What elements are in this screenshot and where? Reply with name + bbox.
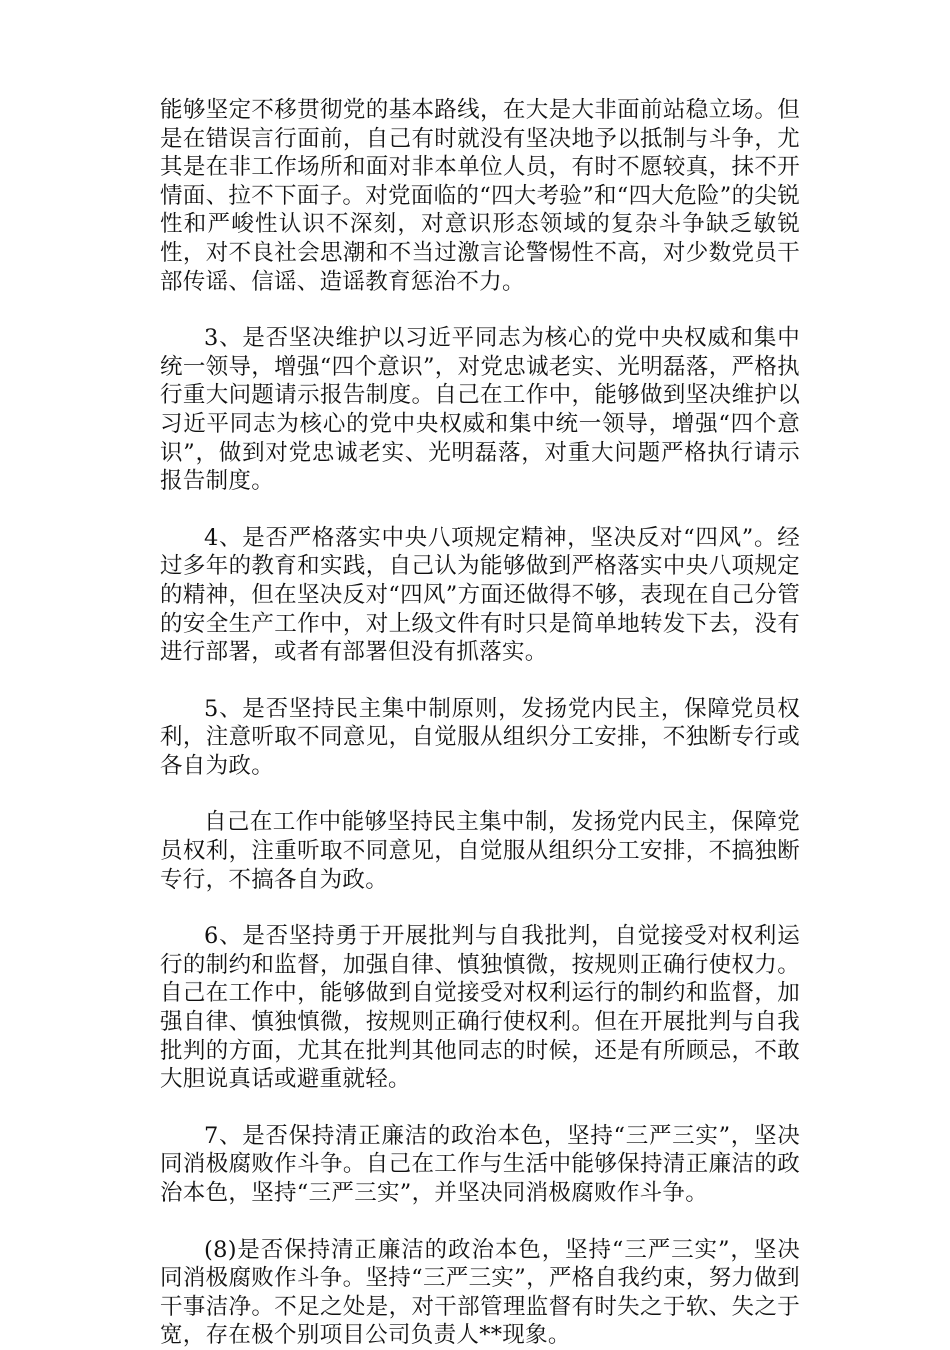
- paragraph-8: (8)是否保持清正廉洁的政治本色，坚持“三严三实”，坚决同消极腐败作斗争。坚持“三严三实”，严格自我约束，努力做到干事洁净。不足之处是，对干部管理监督有时失之于软、失之于宽，存在极个别项目公司负责人**现象。: [160, 1236, 800, 1349]
- paragraph-3: 4、是否严格落实中央八项规定精神，坚决反对“四风”。经过多年的教育和实践，自己认为能够做到严格落实中央八项规定的精神，但在坚决反对“四风”方面还做得不够，表现在自己分管的安全生产工作中，对上级文件有时只是简单地转发下去，没有进行部署，或者有部署但没有抓落实。: [160, 524, 800, 666]
- paragraph-6: 6、是否坚持勇于开展批判与自我批判，自觉接受对权利运行的制约和监督，加强自律、慎独慎微，按规则正确行使权力。自己在工作中，能够做到自觉接受对权利运行的制约和监督，加强自律、慎独慎微，按规则正确行使权利。但在开展批判与自我批判的方面，尤其在批判其他同志的时候，还是有所顾忌，不敢大胆说真话或避重就轻。: [160, 923, 800, 1093]
- document-page: [160, 96, 800, 1350]
- paragraph-5: 自己在工作中能够坚持民主集中制，发扬党内民主，保障党员权利，注重听取不同意见，自觉服从组织分工安排，不搞独断专行，不搞各自为政。: [160, 809, 800, 893]
- paragraph-2: 3、是否坚决维护以习近平同志为核心的党中央权威和集中统一领导，增强“四个意识”，对党忠诚老实、光明磊落，严格执行重大问题请示报告制度。自己在工作中，能够做到坚决维护以习近平同志为核心的党中央权威和集中统一领导，增强“四个意识”，做到对党忠诚老实、光明磊落，对重大问题严格执行请示报告制度。: [160, 325, 800, 495]
- paragraph-4: 5、是否坚持民主集中制原则，发扬党内民主，保障党员权利，注意听取不同意见，自觉服从组织分工安排，不独断专行或各自为政。: [160, 695, 800, 779]
- paragraph-1: 能够坚定不移贯彻党的基本路线，在大是大非面前站稳立场。但是在错误言行面前，自己有时就没有坚决地予以抵制与斗争，尤其是在非工作场所和面对非本单位人员，有时不愿较真，抹不开情面、拉不下面子。对党面临的“四大考验”和“四大危险”的尖锐性和严峻性认识不深刻，对意识形态领域的复杂斗争缺乏敏锐性，对不良社会思潮和不当过激言论警惕性不高，对少数党员干部传谣、信谣、造谣教育惩治不力。: [160, 97, 801, 295]
- paragraph-7: 7、是否保持清正廉洁的政治本色，坚持“三严三实”，坚决同消极腐败作斗争。自己在工作与生活中能够保持清正廉洁的政治本色，坚持“三严三实”，并坚决同消极腐败作斗争。: [160, 1122, 800, 1206]
